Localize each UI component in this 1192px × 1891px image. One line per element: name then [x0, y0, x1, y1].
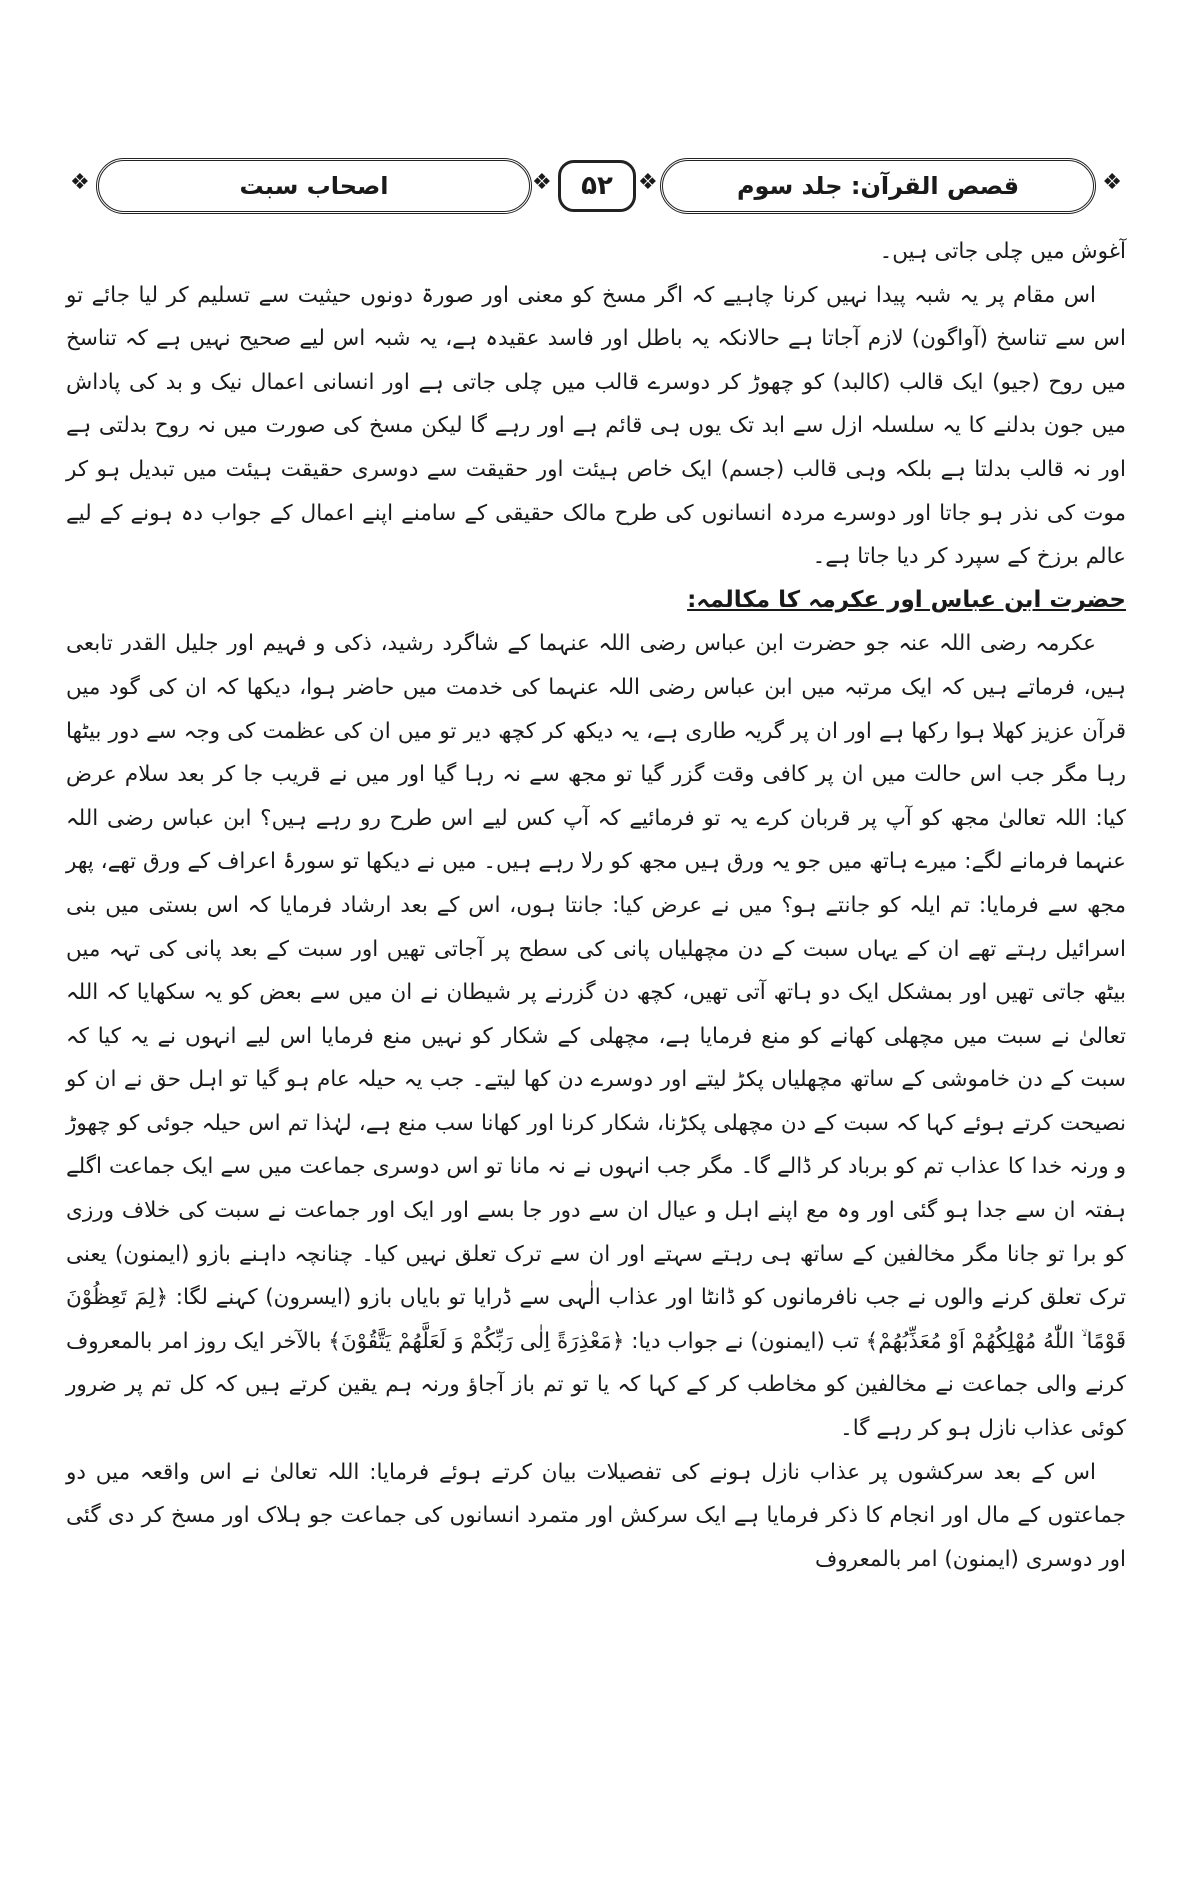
- paragraph: عکرمہ رضی اللہ عنہ جو حضرت ابن عباس رضی اللہ عنہما کے شاگرد رشید، ذکی و فہیم اور جلیل القدر تابعی ہیں، فرماتے ہیں کہ ایک مرتبہ میں ابن عباس رضی اللہ عنہما کی خدمت میں حاضر ہوا، دیکھا کہ ان کی گود میں قرآن عزیز کھلا ہوا رکھا ہے اور ان پر گریہ طاری ہے، یہ دیکھ کر کچھ دیر تو میں ان کی عظمت کی وجہ سے دور بیٹھا رہا مگر جب اس حالت میں ان پر کافی وقت گزر گیا تو مجھ سے نہ رہا گیا اور میں نے قریب جا کر بعد سلام عرض کیا: اللہ تعالیٰ مجھ کو آپ پر قربان کرے یہ تو فرمائیے کہ آپ کس لیے اس طرح رو رہے ہیں؟ ابن عباس رضی اللہ عنہما فرمانے لگے: میرے ہاتھ میں جو یہ ورق ہیں مجھ کو رلا رہے ہیں۔ میں نے دیکھا تو سورۂ اعراف کے ورق تھے، پھر مجھ سے فرمایا: تم ایلہ کو جانتے ہو؟ میں نے عرض کیا: جانتا ہوں، اس کے بعد ارشاد فرمایا کہ اس بستی میں بنی اسرائیل رہتے تھے ان کے یہاں سبت کے دن مچھلیاں پانی کی سطح پر آجاتی تھیں اور سبت کے بعد پانی کی تہہ میں بیٹھ جاتی تھیں اور بمشکل ایک دو ہاتھ آتی تھیں، کچھ دن گزرنے پر شیطان نے ان میں سے بعض کو یہ سکھایا کہ اللہ تعالیٰ نے سبت میں مچھلی کھانے کو منع فرمایا ہے، مچھلی کے شکار کو نہیں منع فرمایا اس لیے انہوں نے یہ کیا کہ سبت کے دن خاموشی کے ساتھ مچھلیاں پکڑ لیتے اور دوسرے دن کھا لیتے۔ جب یہ حیلہ عام ہو گیا تو اہل حق نے ان کو نصیحت کرتے ہوئے کہا کہ سبت کے دن مچھلی پکڑنا، شکار کرنا اور کھانا سب منع ہے، لہٰذا تم اس حیلہ جوئی کو چھوڑ و ورنہ خدا کا عذاب تم کو برباد کر ڈالے گا۔ مگر جب انہوں نے نہ مانا تو اس دوسری جماعت میں سے ایک جماعت اگلے ہفتہ ان سے جدا ہو گئی اور وہ مع اپنے اہل و عیال ان سے دور جا بسے اور ایک اور جماعت نے سبت کی خلاف ورزی کو برا تو جانا مگر مخالفین کے ساتھ ہی رہتے سہتے اور ان سے ترک تعلق نہیں کیا۔ چنانچہ داہنے بازو (ایمنون) یعنی ترک تعلق کرنے والوں نے جب نافرمانوں کو ڈانٹا اور عذاب الٰہی سے ڈرایا تو بایاں بازو (ایسرون) کہنے لگا: ﴿لِمَ تَعِظُوْنَ قَوْمًا ۙ اللّٰهُ مُهْلِكُهُمْ اَوْ مُعَذِّبُهُمْ﴾ تب (ایمنون) نے جواب دیا: ﴿مَعْذِرَةً اِلٰى رَبِّكُمْ وَ لَعَلَّهُمْ يَتَّقُوْنَ﴾ بالآخر ایک روز امر بالمعروف کرنے والی جماعت نے مخالفین کو مخاطب کر کے کہا کہ یا تو تم باز آجاؤ ورنہ ہم یقین کرتے ہیں کہ کل تم پر ضرور کوئی عذاب نازل ہو کر رہے گا۔: [66, 631, 1126, 1442]
- ornament-icon: ❖: [70, 170, 90, 195]
- ornament-icon: ❖: [638, 170, 658, 195]
- page-number: ۵۲: [558, 160, 636, 212]
- ornament-icon: ❖: [1102, 170, 1122, 195]
- page-header: [66, 150, 1126, 220]
- paragraph: آغوش میں چلی جاتی ہیں۔: [879, 239, 1126, 264]
- paragraph: اس مقام پر یہ شبہ پیدا نہیں کرنا چاہیے کہ اگر مسخ کو معنی اور صورۃ دونوں حیثیت سے تسلیم کر لیا جائے تو اس سے تناسخ (آواگون) لازم آجاتا ہے حالانکہ یہ باطل اور فاسد عقیدہ ہے، یہ شبہ اس لیے صحیح نہیں ہے کہ تناسخ میں روح (جیو) ایک قالب (کالبد) کو چھوڑ کر دوسرے قالب میں چلی جاتی ہے اور انسانی اعمال نیک و بد کی پاداش میں جون بدلنے کا یہ سلسلہ ازل سے ابد تک یوں ہی قائم ہے اور رہے گا لیکن مسخ کی صورت میں نہ روح بدلتی ہے اور نہ قالب بدلتا ہے بلکہ وہی قالب (جسم) ایک خاص ہیئت اور حقیقت سے دوسری حقیقت ہیئت میں تبدیل ہو کر موت کی نذر ہو جاتا اور دوسرے مردہ انسانوں کی طرح مالک حقیقی کے سامنے اپنے اعمال کے جواب دہ ہونے کے لیے عالم برزخ کے سپرد کر دیا جاتا ہے۔: [66, 282, 1126, 570]
- book-title: قصص القرآن: جلد سوم: [660, 158, 1096, 214]
- ornament-icon: ❖: [532, 170, 552, 195]
- chapter-title: اصحاب سبت: [96, 158, 532, 214]
- page-body: [66, 230, 1126, 1581]
- paragraph: اس کے بعد سرکشوں پر عذاب نازل ہونے کی تفصیلات بیان کرتے ہوئے فرمایا: اللہ تعالیٰ نے اس واقعہ میں دو جماعتوں کے مال اور انجام کا ذکر فرمایا ہے ایک سرکش اور متمرد انسانوں کی جماعت جو ہلاک اور مسخ کر دی گئی اور دوسری (ایمنون) امر بالمعروف: [66, 1459, 1126, 1572]
- section-heading: حضرت ابن عباس اور عکرمہ کا مکالمہ:: [687, 586, 1126, 613]
